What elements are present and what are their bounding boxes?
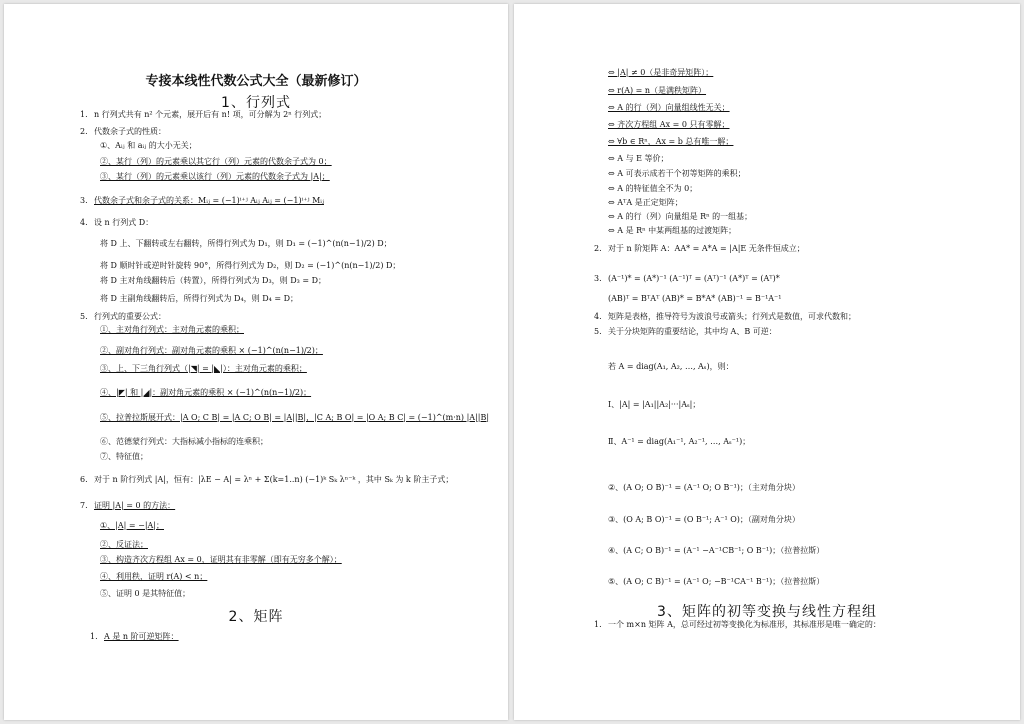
list-item-number: 1. xyxy=(594,620,602,629)
list-item-number: 2. xyxy=(594,244,602,253)
text-line: ②、(A O; O B)⁻¹ = (A⁻¹ O; O B⁻¹)；（主对角分块） xyxy=(608,483,800,492)
list-item-number: 3. xyxy=(80,196,88,205)
text-line: 代数余子式的性质： xyxy=(94,127,166,136)
text-line: ⇔ A 是 Rⁿ 中某两组基的过渡矩阵； xyxy=(608,226,737,235)
document-page-left xyxy=(4,4,508,720)
text-line: ⇔ A 的行（列）向量组线性无关； xyxy=(608,103,730,112)
text-line: ⇔ A 可表示成若干个初等矩阵的乘积； xyxy=(608,169,746,178)
list-item-number: 1. xyxy=(90,632,98,641)
document-page-right xyxy=(514,4,1020,720)
list-item-number: 1. xyxy=(80,110,88,119)
list-item-number: 5. xyxy=(594,327,602,336)
list-item-number: 5. xyxy=(80,312,88,321)
text-line: 将 D 主对角线翻转后（转置），所得行列式为 D₃，则 D₃ = D； xyxy=(100,276,327,285)
text-line: ⑦、特征值； xyxy=(100,452,148,461)
text-line: 设 n 行列式 D： xyxy=(94,218,154,227)
text-line: 矩阵是表格，推导符号为波浪号或箭头；行列式是数值，可求代数和； xyxy=(608,312,856,321)
list-item-number: 4. xyxy=(594,312,602,321)
list-item-number: 4. xyxy=(80,218,88,227)
text-line: 关于分块矩阵的重要结论，其中均 A、B 可逆： xyxy=(608,327,777,336)
text-line: ③、构造齐次方程组 Ax = 0，证明其有非零解（即有无穷多个解）； xyxy=(100,555,342,564)
text-line: ⇔ |A| ≠ 0（是非奇异矩阵）； xyxy=(608,68,714,77)
list-item-number: 7. xyxy=(80,501,88,510)
text-line: 代数余子式和余子式的关系：Mᵢⱼ = (−1)ⁱ⁺ʲ Aᵢⱼ Aᵢⱼ = (−1)ⁱ⁺ʲ Mᵢⱼ xyxy=(94,196,324,205)
section-heading-elementary-transform: 3、矩阵的初等变换与线性方程组 xyxy=(657,604,877,620)
text-line: ⇔ AᵀA 是正定矩阵； xyxy=(608,198,683,207)
document-title: 专接本线性代数公式大全（最新修订） xyxy=(145,74,367,89)
text-line: 将 D 上、下翻转或左右翻转，所得行列式为 D₁，则 D₁ = (−1)^(n(n−1)/2) D； xyxy=(100,239,392,248)
list-item-number: 3. xyxy=(594,274,602,283)
text-line: ②、副对角行列式：副对角元素的乘积 × (−1)^(n(n−1)/2)； xyxy=(100,346,323,355)
text-line: 对于 n 阶行列式 |A|，恒有：|λE − A| = λⁿ + Σ(k=1..n) (−1)ᵏ Sₖ λⁿ⁻ᵏ ，其中 Sₖ 为 k 阶主子式； xyxy=(94,475,454,484)
text-line: Ⅰ、|A| = |A₁||A₂|···|Aₛ|； xyxy=(608,400,701,409)
section-heading-matrix: 2、矩阵 xyxy=(228,609,284,625)
text-line: 行列式的重要公式： xyxy=(94,312,166,321)
text-line: 若 A = diag(A₁, A₂, …, Aₛ)，则： xyxy=(608,362,734,371)
text-line: ⇔ A 的特征值全不为 0； xyxy=(608,184,698,193)
list-item-number: 6. xyxy=(80,475,88,484)
text-line: ⑥、范德蒙行列式：大指标减小指标的连乘积； xyxy=(100,437,268,446)
text-line: (AB)ᵀ = BᵀAᵀ (AB)* = B*A* (AB)⁻¹ = B⁻¹A⁻¹ xyxy=(608,294,782,303)
text-line: ⑤、(A O; C B)⁻¹ = (A⁻¹ O; −B⁻¹CA⁻¹ B⁻¹)；（拉普拉斯） xyxy=(608,577,825,586)
text-line: Ⅱ、A⁻¹ = diag(A₁⁻¹, A₂⁻¹, …, Aₛ⁻¹)； xyxy=(608,437,751,446)
text-line: ③、上、下三角行列式（|◥| = |◣|）：主对角元素的乘积； xyxy=(100,364,307,373)
text-line: ⑤、证明 0 是其特征值； xyxy=(100,589,191,598)
text-line: ②、反证法； xyxy=(100,540,148,549)
text-line: 对于 n 阶矩阵 A：AA* = A*A = |A|E 无条件恒成立； xyxy=(608,244,805,253)
text-line: ②、某行（列）的元素乘以其它行（列）元素的代数余子式为 0； xyxy=(100,157,332,166)
text-line: 将 D 主副角线翻转后，所得行列式为 D₄，则 D₄ = D； xyxy=(100,294,299,303)
text-line: ⇔ A 与 E 等价； xyxy=(608,154,669,163)
text-line: ③、(O A; B O)⁻¹ = (O B⁻¹; A⁻¹ O)；（副对角分块） xyxy=(608,515,800,524)
list-item-number: 2. xyxy=(80,127,88,136)
section-heading-determinant: 1、行列式 xyxy=(221,95,291,111)
text-line: A 是 n 阶可逆矩阵： xyxy=(104,632,179,641)
text-line: ④、|◤| 和 |◢|：副对角元素的乘积 × (−1)^(n(n−1)/2)； xyxy=(100,388,312,397)
text-line: ⇔ r(A) = n（是满秩矩阵） xyxy=(608,86,707,95)
text-line: ⇔ A 的行（列）向量组是 Rⁿ 的一组基； xyxy=(608,212,753,221)
text-line: (A⁻¹)* = (A*)⁻¹ (A⁻¹)ᵀ = (Aᵀ)⁻¹ (A*)ᵀ = (Aᵀ)* xyxy=(608,274,780,283)
text-line: 将 D 顺时针或逆时针旋转 90°，所得行列式为 D₂，则 D₂ = (−1)^(n(n−1)/2) D； xyxy=(100,261,401,270)
text-line: ④、(A C; O B)⁻¹ = (A⁻¹ −A⁻¹CB⁻¹; O B⁻¹)；（拉普拉斯） xyxy=(608,546,825,555)
text-line: ①、|A| = −|A|； xyxy=(100,521,164,530)
text-line: ①、主对角行列式：主对角元素的乘积； xyxy=(100,325,244,334)
text-line: 一个 m×n 矩阵 A，总可经过初等变换化为标准形，其标准形是唯一确定的： xyxy=(608,620,881,629)
text-line: ④、利用秩，证明 r(A) < n； xyxy=(100,572,208,581)
text-line: 证明 |A| = 0 的方法： xyxy=(94,501,176,510)
text-line: n 行列式共有 n² 个元素，展开后有 n! 项，可分解为 2ⁿ 行列式； xyxy=(94,110,327,119)
text-line: ①、Aᵢⱼ 和 aᵢⱼ 的大小无关； xyxy=(100,141,197,150)
text-line: ⑤、拉普拉斯展开式：|A O; C B| = |A C; O B| = |A||B|，|C A; B O| = |O A; B C| = (−1)^(m·n) |A||B| xyxy=(100,413,490,422)
text-line: ⇔ ∀b ∈ Rⁿ，Ax = b 总有唯一解； xyxy=(608,137,734,146)
text-line: ⇔ 齐次方程组 Ax = 0 只有零解； xyxy=(608,120,730,129)
text-line: ③、某行（列）的元素乘以该行（列）元素的代数余子式为 |A|； xyxy=(100,172,330,181)
